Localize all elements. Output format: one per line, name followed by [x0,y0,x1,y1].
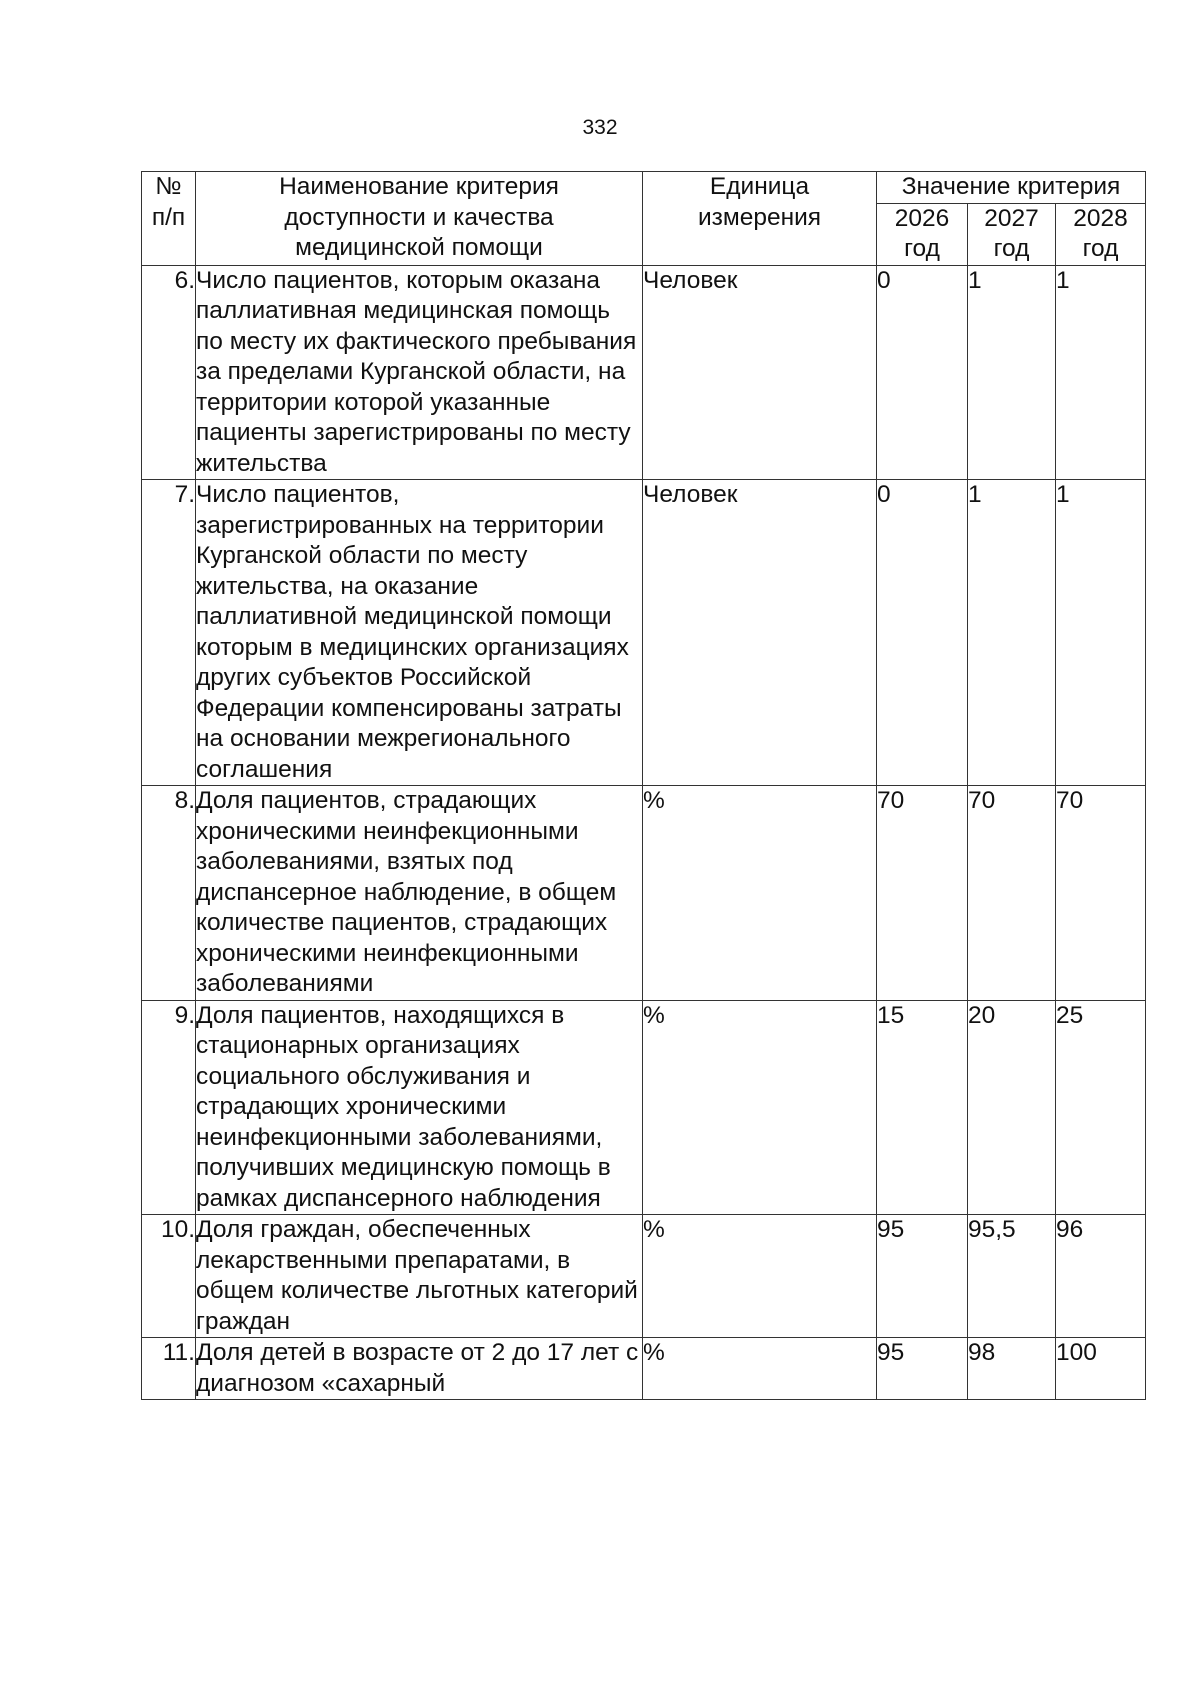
row-value-2026: 95 [877,1215,968,1338]
row-num: 8. [142,786,196,1001]
header-unit [643,172,877,266]
row-value-2027: 70 [968,786,1056,1001]
header-year-suffix: год [993,235,1030,262]
row-value-2027: 1 [968,480,1056,786]
row-value-2028: 70 [1056,786,1146,1001]
header-num-line1: № [155,173,182,200]
table-row [142,1338,1146,1400]
header-name-line1: Наименование критерия [279,173,559,200]
row-value-2026: 95 [877,1338,968,1400]
page-number: 332 [582,116,618,139]
header-unit-line1: Единица [709,173,810,200]
header-year-suffix: год [1082,235,1119,262]
header-name-line2: доступности и качества [284,203,554,231]
header-year-value: 2026 [894,204,950,232]
header-year-value: 2028 [1073,204,1128,232]
row-unit: % [643,1215,877,1338]
header-year-value: 2027 [984,204,1039,232]
table-header-row [142,172,1146,204]
table-row [142,480,1146,786]
row-unit: Человек [643,480,877,786]
row-unit: % [643,786,877,1001]
row-num: 11. [142,1338,196,1400]
header-values: Значение критерия [877,172,1146,204]
row-value-2026: 0 [877,480,968,786]
row-value-2026: 0 [877,265,968,480]
row-unit: % [643,1338,877,1400]
table-row [142,265,1146,480]
row-criterion-name: Доля детей в возрасте от 2 до 17 лет с диагнозом «сахарный [196,1338,643,1400]
header-num [142,172,196,266]
row-num: 9. [142,1000,196,1215]
row-value-2028: 1 [1056,265,1146,480]
table-row [142,786,1146,1001]
row-value-2027: 95,5 [968,1215,1056,1338]
header-year-2026 [877,203,968,265]
row-value-2026: 70 [877,786,968,1001]
header-year-2028 [1056,203,1146,265]
header-name [196,172,643,266]
row-value-2028: 100 [1056,1338,1146,1400]
row-criterion-name: Число пациентов, зарегистрированных на территории Курганской области по месту жительства, на оказание паллиативной медицинской помощи которым в медицинских организациях других субъектов Российской Федерации компенсированы затраты на основании межрегионального соглашения [196,480,643,786]
row-num: 7. [142,480,196,786]
row-value-2028: 25 [1056,1000,1146,1215]
row-unit: % [643,1000,877,1215]
row-num: 10. [142,1215,196,1338]
table-row [142,1215,1146,1338]
row-num: 6. [142,265,196,480]
row-unit: Человек [643,265,877,480]
criteria-table [141,171,1146,1400]
row-value-2028: 1 [1056,480,1146,786]
row-value-2027: 98 [968,1338,1056,1400]
row-criterion-name: Доля граждан, обеспеченных лекарственными препаратами, в общем количестве льготных категорий граждан [196,1215,643,1338]
row-criterion-name: Доля пациентов, находящихся в стационарных организациях социального обслуживания и страдающих хроническими неинфекционными заболеваниями, получивших медицинскую помощь в рамках диспансерного наблюдения [196,1000,643,1215]
header-unit-line2: измерения [697,203,822,231]
row-criterion-name: Число пациентов, которым оказана паллиативная медицинская помощь по месту их фактического пребывания за пределами Курганской области, на территории которой указанные пациенты зарегистрированы по месту жительства [196,265,643,480]
row-value-2028: 96 [1056,1215,1146,1338]
header-year-suffix: год [904,235,940,262]
header-year-2027 [968,203,1056,265]
row-value-2027: 20 [968,1000,1056,1215]
row-criterion-name: Доля пациентов, страдающих хроническими неинфекционными заболеваниями, взятых под диспансерное наблюдение, в общем количестве пациентов, страдающих хроническими неинфекционными заболеваниями [196,786,643,1001]
header-name-line3: медицинской помощи [295,234,543,261]
row-value-2026: 15 [877,1000,968,1215]
header-num-line2: п/п [151,203,186,231]
row-value-2027: 1 [968,265,1056,480]
table-row [142,1000,1146,1215]
